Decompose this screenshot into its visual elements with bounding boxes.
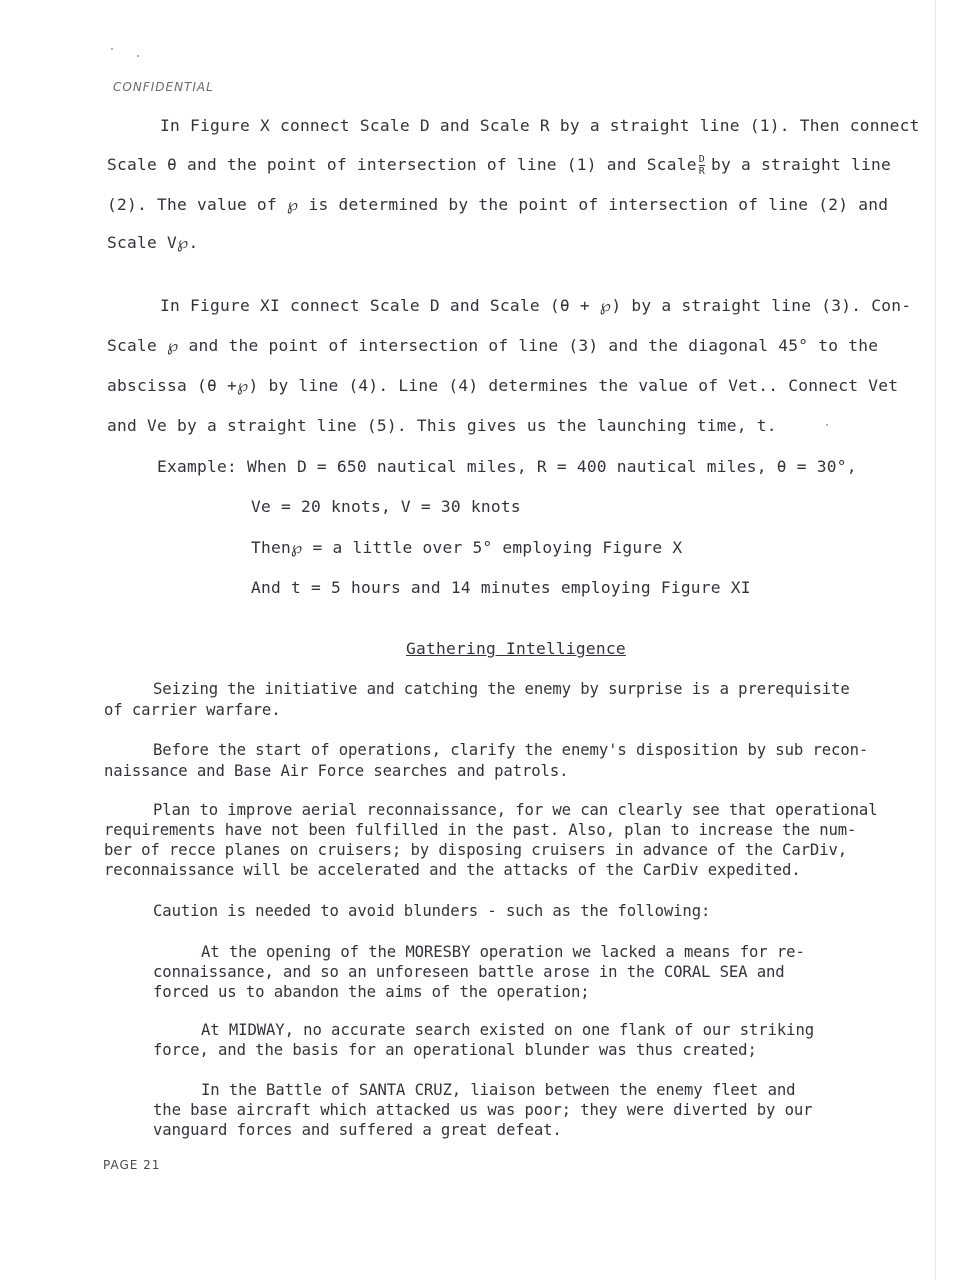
speck bbox=[137, 55, 139, 57]
nomogram-p2-line1: In Figure XI connect Scale D and Scale (θ + ℘) by a straight line (3). Con- bbox=[160, 296, 912, 315]
section-p3-line1: Plan to improve aerial reconnaissance, for we can clearly see that operational bbox=[153, 801, 878, 819]
nomogram-p2-line4: and Ve by a straight line (5). This gives us the launching time, t. bbox=[107, 416, 777, 435]
nomogram-p1-line4: Scale V℘. bbox=[107, 233, 199, 252]
nomogram-p1-line1: In Figure X connect Scale D and Scale R by a straight line (1). Then connect bbox=[160, 116, 920, 135]
classification-stamp: CONFIDENTIAL bbox=[113, 80, 214, 94]
section-p3-line3: ber of recce planes on cruisers; by disposing cruisers in advance of the CarDiv, bbox=[104, 841, 848, 859]
section-p7-line2: the base aircraft which attacked us was poor; they were diverted by our bbox=[153, 1101, 813, 1119]
section-p3-line2: requirements have not been fulfilled in the past. Also, plan to increase the num- bbox=[104, 821, 857, 839]
nomogram-p1-line2b: by a straight line bbox=[711, 155, 891, 174]
fraction-numerator: D bbox=[698, 154, 706, 165]
section-p7-line3: vanguard forces and suffered a great defeat. bbox=[153, 1121, 562, 1139]
section-p6-line1: At MIDWAY, no accurate search existed on one flank of our striking bbox=[201, 1021, 815, 1039]
section-p6-line2: force, and the basis for an operational blunder was thus created; bbox=[153, 1041, 757, 1059]
d-over-r-fraction bbox=[699, 154, 705, 177]
section-p5-line1: At the opening of the MORESBY operation we lacked a means for re- bbox=[201, 943, 805, 961]
nomogram-p2-line3: abscissa (θ +℘) by line (4). Line (4) determines the value of Vet.. Connect Vet bbox=[107, 376, 899, 395]
nomogram-p1-line2a: Scale θ and the point of intersection of line (1) and Scale bbox=[107, 155, 697, 174]
speck bbox=[111, 48, 113, 50]
section-p2-line2: naissance and Base Air Force searches and patrols. bbox=[104, 762, 569, 780]
section-p3-line4: reconnaissance will be accelerated and the attacks of the CarDiv expedited. bbox=[104, 861, 801, 879]
section-p1-line2: of carrier warfare. bbox=[104, 701, 281, 719]
section-p2-line1: Before the start of operations, clarify the enemy's disposition by sub recon- bbox=[153, 741, 869, 759]
section-p7-line1: In the Battle of SANTA CRUZ, liaison between the enemy fleet and bbox=[201, 1081, 796, 1099]
nomogram-p1-line3: (2). The value of ℘ is determined by the point of intersection of line (2) and bbox=[107, 195, 889, 214]
example-line4: And t = 5 hours and 14 minutes employing Figure XI bbox=[251, 578, 751, 597]
section-p1-line1: Seizing the initiative and catching the enemy by surprise is a prerequisite bbox=[153, 680, 850, 698]
section-p5-line2: connaissance, and so an unforeseen battle arose in the CORAL SEA and bbox=[153, 963, 785, 981]
example-line2: Ve = 20 knots, V = 30 knots bbox=[251, 497, 521, 516]
page-edge-line bbox=[935, 0, 936, 1280]
example-line3: Then℘ = a little over 5° employing Figure X bbox=[251, 538, 683, 557]
fraction-denominator: R bbox=[698, 166, 706, 177]
section-p4: Caution is needed to avoid blunders - such as the following: bbox=[153, 902, 711, 920]
nomogram-p2-line2: Scale ℘ and the point of intersection of line (3) and the diagonal 45° to the bbox=[107, 336, 879, 355]
example-line1: Example: When D = 650 nautical miles, R = 400 nautical miles, θ = 30°, bbox=[157, 457, 857, 476]
speck bbox=[826, 424, 828, 426]
page-number: PAGE 21 bbox=[103, 1158, 161, 1172]
section-heading: Gathering Intelligence bbox=[406, 639, 626, 658]
section-p5-line3: forced us to abandon the aims of the operation; bbox=[153, 983, 590, 1001]
nomogram-p1-line2 bbox=[107, 154, 891, 177]
